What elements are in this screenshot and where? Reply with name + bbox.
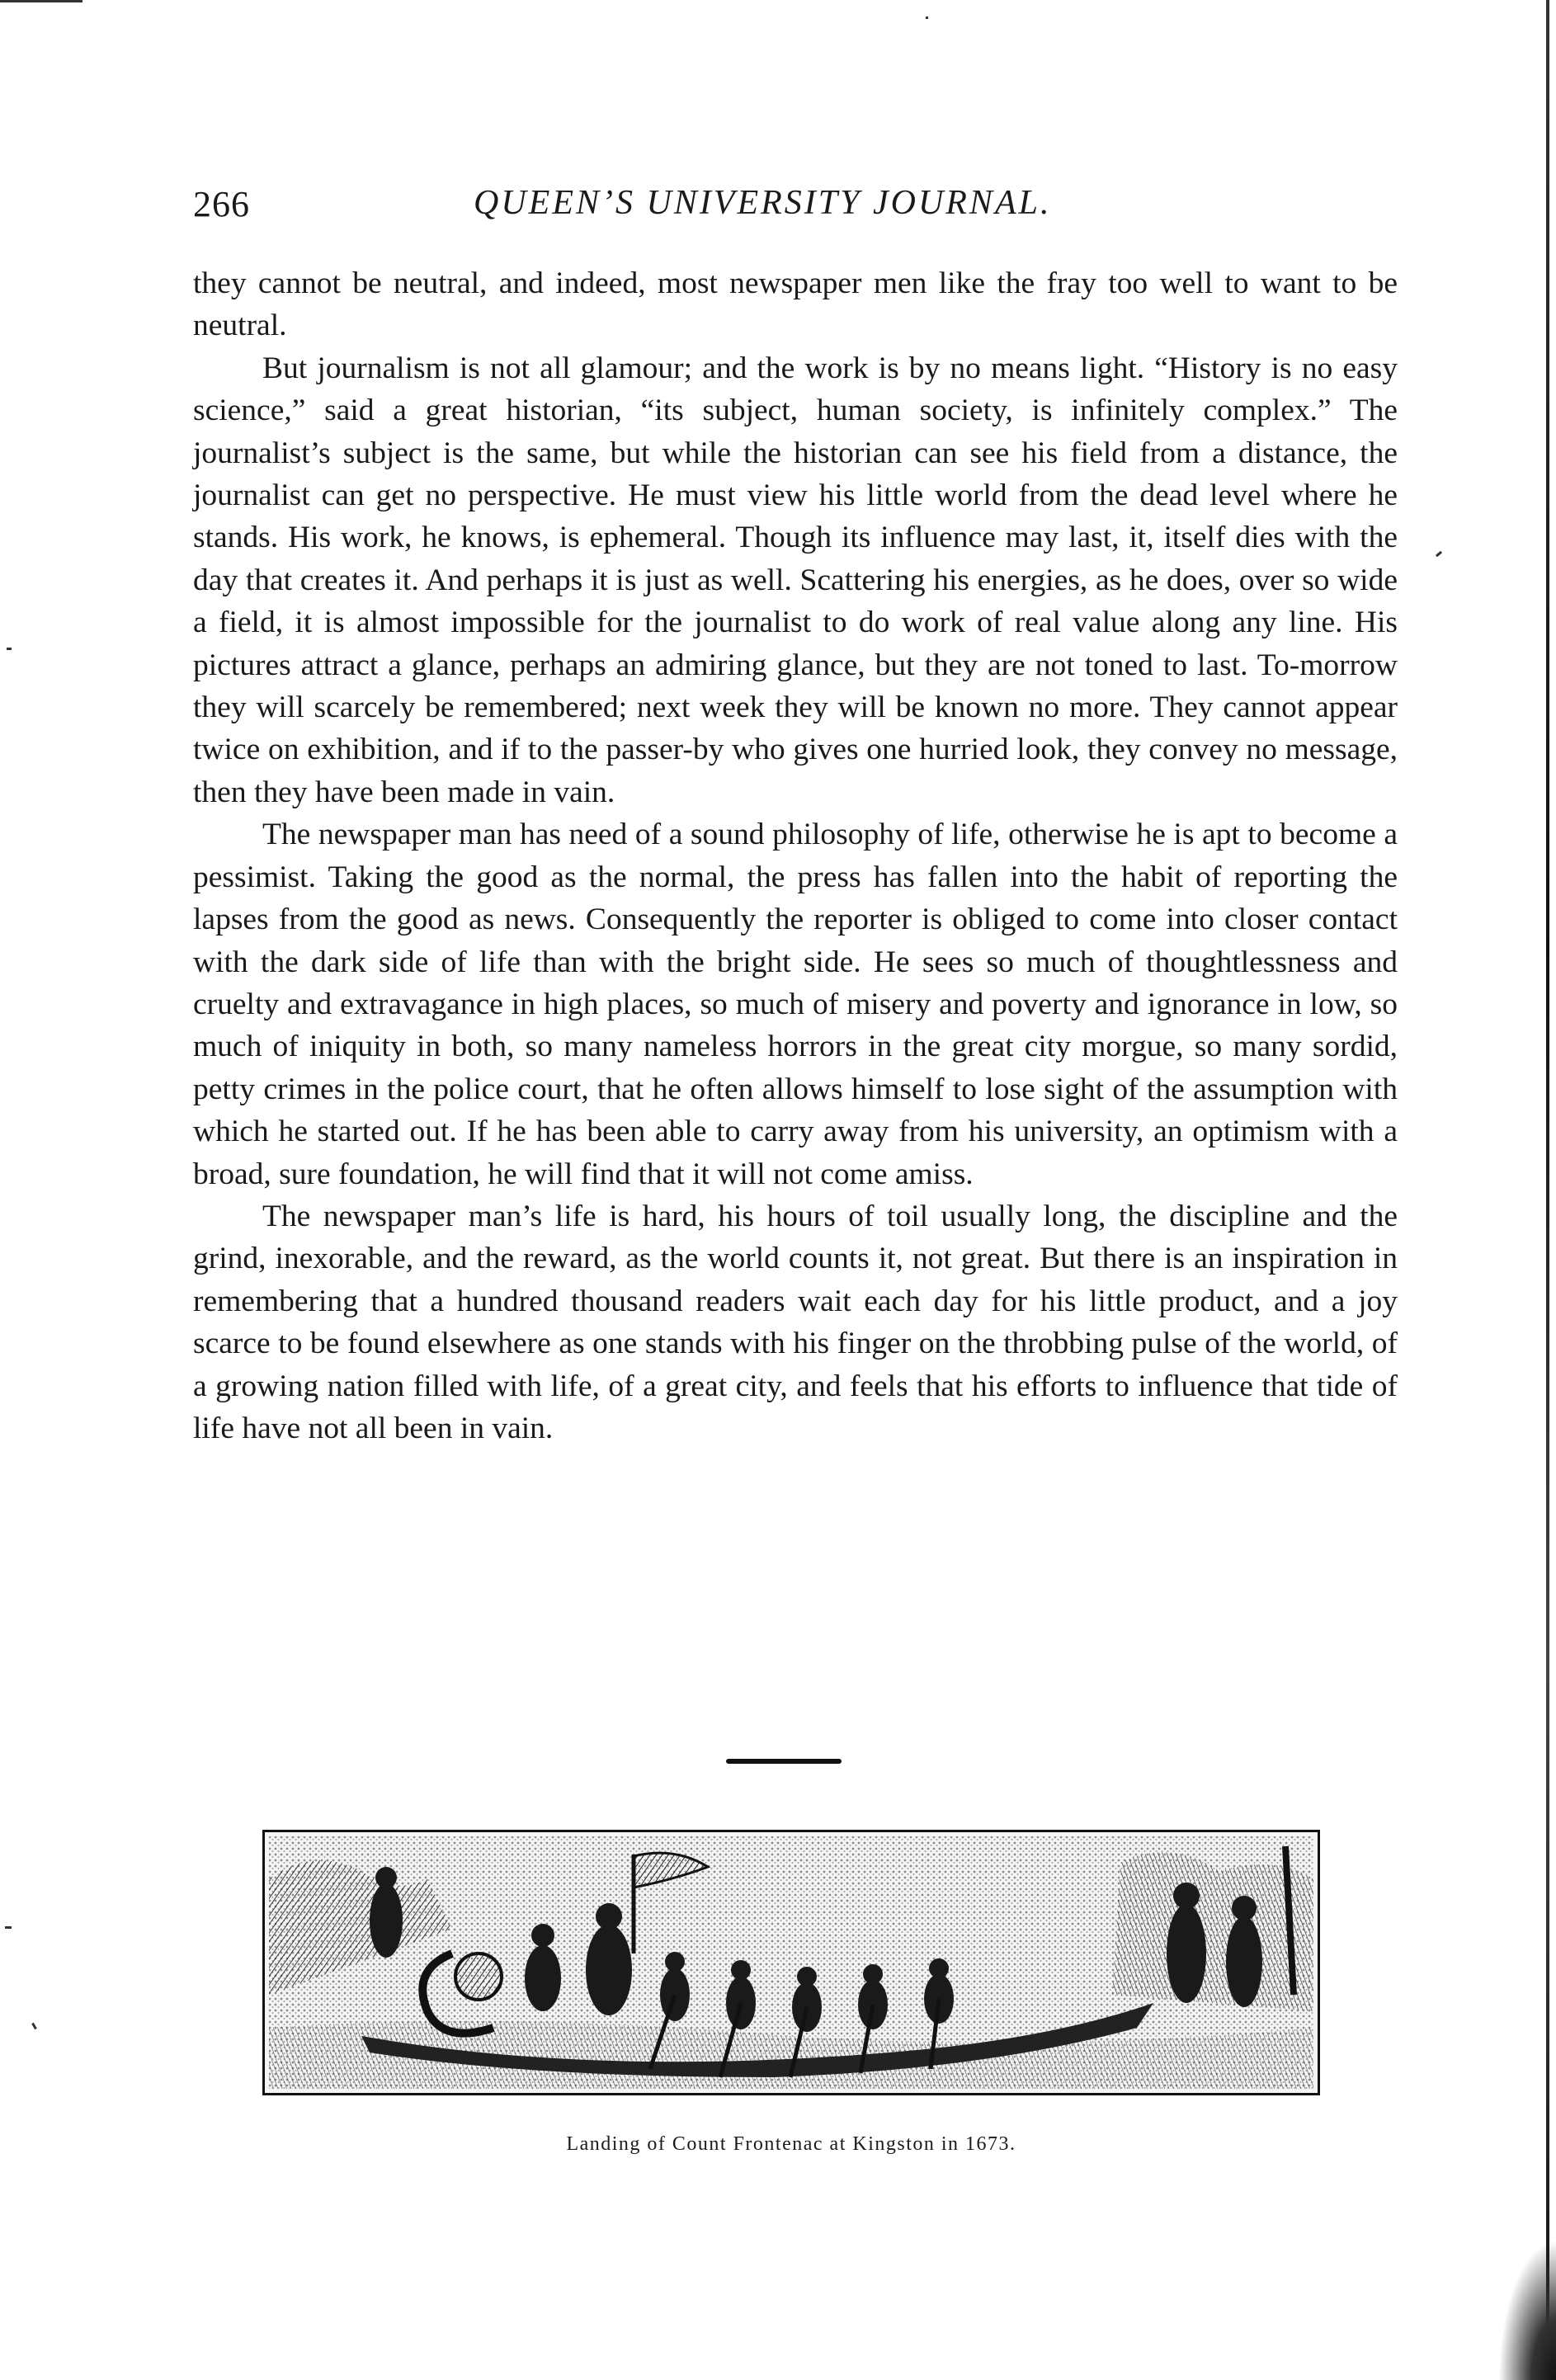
running-head: QUEEN’S UNIVERSITY JOURNAL.: [474, 184, 1052, 222]
paragraph-3: The newspaper man has need of a sound philosophy of life, otherwise he is apt to become a pessimist. Taking the good as the normal, the press has fallen into the habit of reporting the lapses from the good as news. Consequently the reporter is obliged to come into closer contact with the dark side of life than with the bright side. He sees so much of thoughtlessness and cruelty and extravagance in high places, so much of misery and poverty and ignorance in low, so much of iniquity in both, so many nameless horrors in the great city morgue, so many sordid, petty crimes in the police court, that he often allows himself to lose sight of the assumption with which he started out. If he has been able to carry away from his university, an optimism with a broad, sure foundation, he will find that it will not come amiss.: [193, 818, 1398, 1191]
scan-speck: [31, 2023, 37, 2029]
scan-edge-top: [0, 0, 83, 2]
scan-speck: [1436, 551, 1442, 557]
scan-edge-right: [1546, 0, 1549, 2380]
scan-speck: [7, 648, 12, 650]
frontenac-engraving: [262, 1830, 1320, 2095]
figure-caption: Landing of Count Frontenac at Kingston in 1673.: [566, 2133, 1016, 2155]
paragraph-4: The newspaper man’s life is hard, his hours of toil usually long, the discipline and the grind, inexorable, and the reward, as the world counts it, not great. But there is an inspiration in remembering that a hundred thousand readers wait each day for his little product, and a joy scarce to be found elsewhere as one stands with his finger on the throbbing pulse of the world, of a growing nation filled with life, of a great city, and feels that his efforts to influence that tide of life have not all been in vain.: [193, 1199, 1398, 1445]
article-body: [193, 262, 1398, 1449]
paragraph-1: they cannot be neutral, and indeed, most newspaper men like the fray too well to want to be neutral.: [193, 266, 1398, 343]
page-number: 266: [193, 184, 250, 224]
paragraph-2: But journalism is not all glamour; and the work is by no means light. “History is no easy science,” said a great historian, “its subject, human society, is infinitely complex.” The journalist’s subject is the same, but while the historian can see his field from a distance, the journalist can get no perspective. He must view his little world from the dead level where he stands. His work, he knows, is ephemeral. Though its influence may last, it, itself dies with the day that creates it. And perhaps it is just as well. Scattering his energies, as he does, over so wide a field, it is almost impossible for the journalist to do work of real value along any line. His pictures attract a glance, perhaps an admiring glance, but they are not toned to last. To-morrow they will scarcely be remembered; next week they will be known no more. They cannot appear twice on exhibition, and if to the passer-by who gives one hurried look, they convey no message, then they have been made in vain.: [193, 351, 1398, 809]
scan-corner-shadow: [1498, 2240, 1556, 2380]
scan-speck: [926, 16, 928, 19]
engraving-image: [262, 1830, 1320, 2095]
page-header: [193, 183, 1398, 233]
scan-speck: [5, 1926, 12, 1929]
section-divider: [726, 1759, 842, 1764]
